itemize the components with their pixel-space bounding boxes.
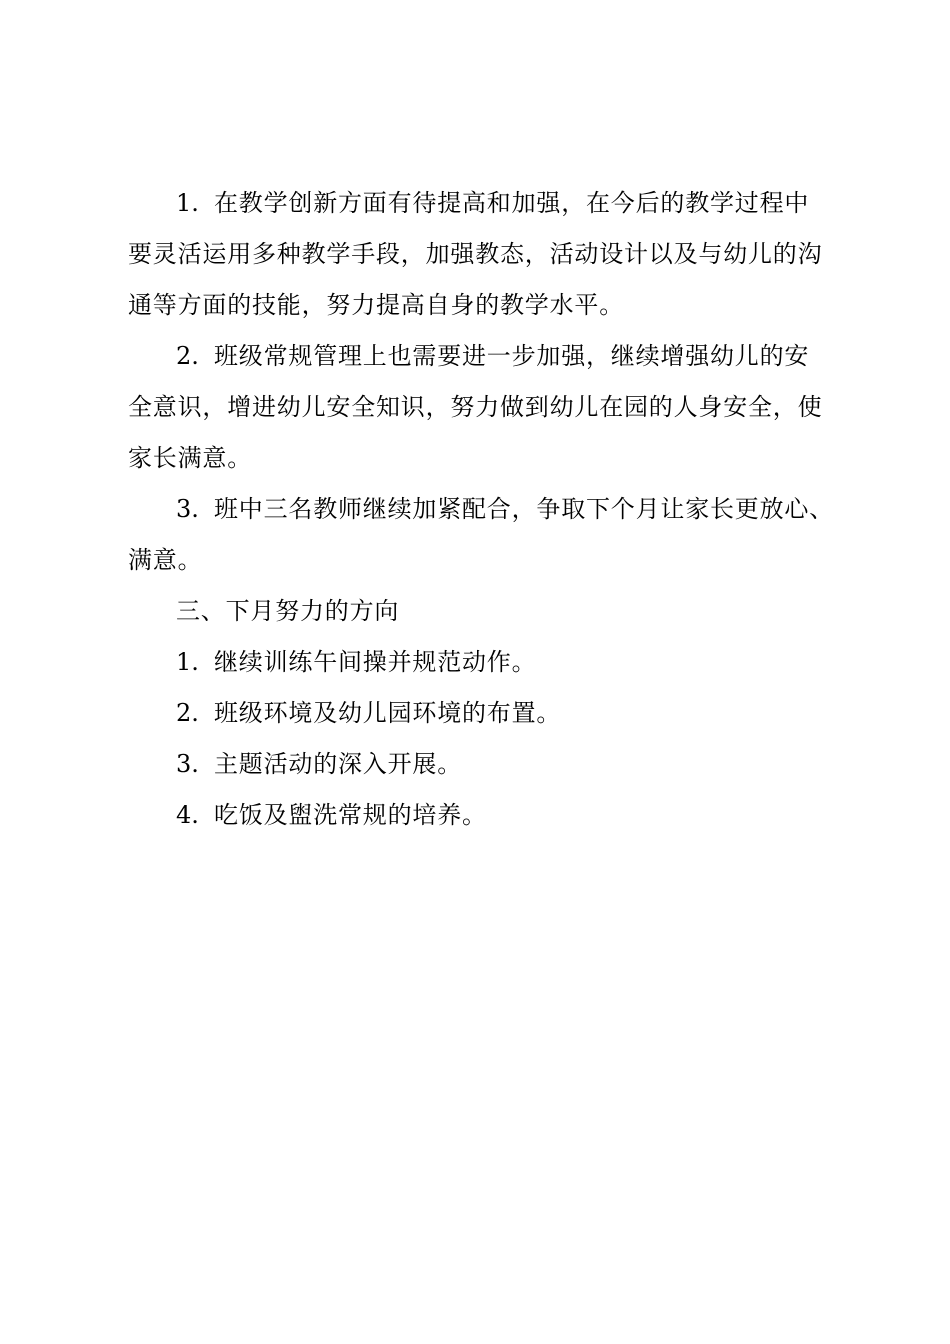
list-item xyxy=(128,639,836,685)
list-item xyxy=(128,792,836,838)
line-text: 在教学创新方面有待提高和加强，在今后的教学过程中 xyxy=(214,189,810,217)
item-text: 吃饭及盥洗常规的培养。 xyxy=(214,801,487,829)
paragraph-line xyxy=(128,180,836,226)
paragraph-line: 通等方面的技能，努力提高自身的教学水平。 xyxy=(128,291,624,319)
problem-item-2 xyxy=(128,333,836,481)
item-number: 1. xyxy=(176,648,199,676)
item-number: 3. xyxy=(176,750,199,778)
problem-item-1 xyxy=(128,180,836,328)
paragraph-line: 家长满意。 xyxy=(128,444,252,472)
section-heading: 三、下月努力的方向 xyxy=(176,597,400,625)
line-text: 班级常规管理上也需要进一步加强，继续增强幼儿的安 xyxy=(214,342,810,370)
item-text: 主题活动的深入开展。 xyxy=(214,750,462,778)
paragraph-line: 满意。 xyxy=(128,546,203,574)
paragraph-line: 全意识，增进幼儿安全知识，努力做到幼儿在园的人身安全，使 xyxy=(128,393,823,421)
item-text: 继续训练午间操并规范动作。 xyxy=(214,648,537,676)
line-text: 班中三名教师继续加紧配合，争取下个月让家长更放心、 xyxy=(214,495,834,523)
list-item xyxy=(128,690,836,736)
paragraph-line xyxy=(128,333,836,379)
item-number: 3. xyxy=(176,495,199,523)
item-number: 2. xyxy=(176,342,199,370)
document-page xyxy=(128,180,836,838)
item-number: 1. xyxy=(176,189,199,217)
item-text: 班级环境及幼儿园环境的布置。 xyxy=(214,699,562,727)
paragraph-line: 要灵活运用多种教学手段，加强教态，活动设计以及与幼儿的沟 xyxy=(128,240,823,268)
item-number: 2. xyxy=(176,699,199,727)
list-item xyxy=(128,741,836,787)
item-number: 4. xyxy=(176,801,199,829)
paragraph-line xyxy=(128,486,836,532)
problem-item-3 xyxy=(128,486,836,583)
